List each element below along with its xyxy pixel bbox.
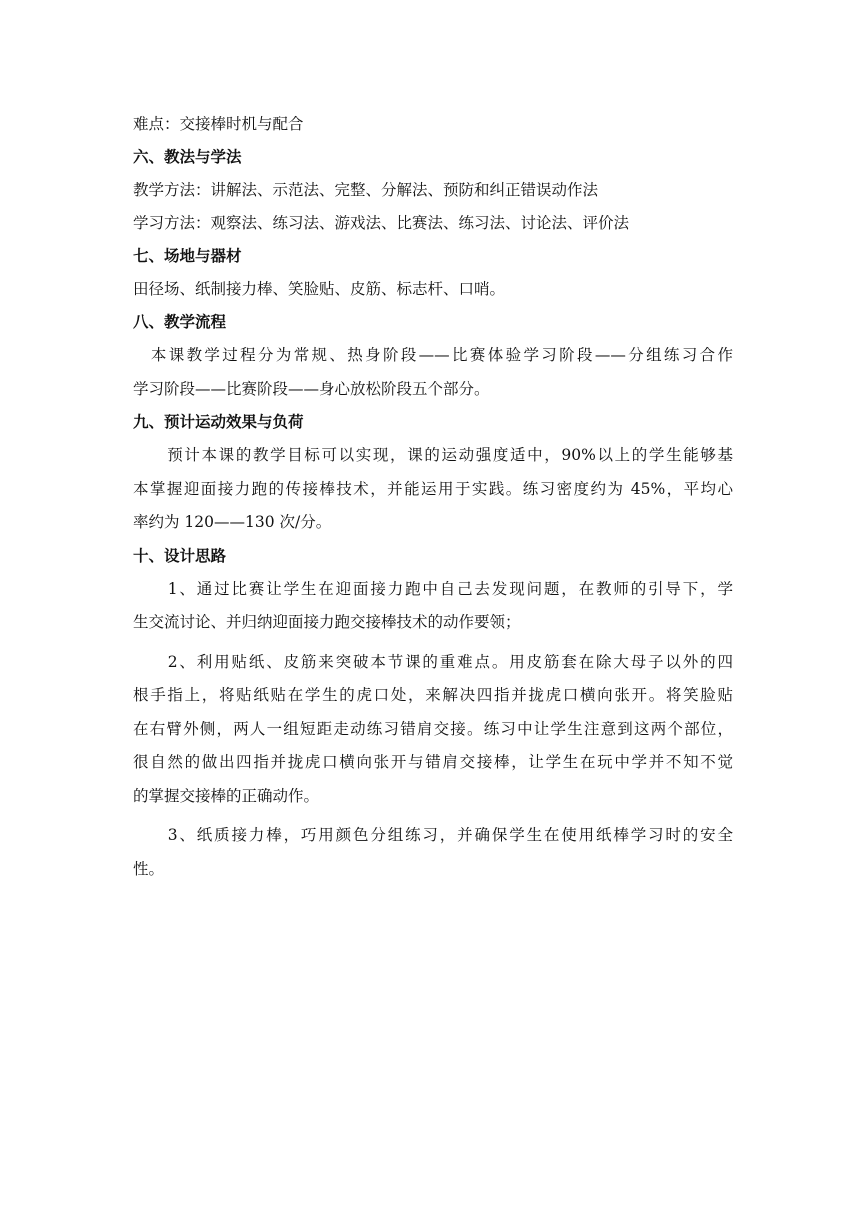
design-idea-paragraph-3 — [133, 819, 733, 886]
equipment-line: 田径场、纸制接力棒、笑脸贴、皮筋、标志杆、口哨。 — [133, 280, 506, 298]
section-7-heading: 七、场地与器材 — [133, 247, 242, 265]
paragraph-line: 本掌握迎面接力跑的传接棒技术，并能运用于实践。练习密度约为 45%，平均心 — [133, 479, 733, 498]
paragraph-line: 预计本课的教学目标可以实现，课的运动强度适中，90%以上的学生能够基 — [133, 446, 733, 464]
paragraph-line: 1、通过比赛让学生在迎面接力跑中自己去发现问题，在教师的引导下，学 — [133, 579, 733, 598]
teaching-methods-line: 教学方法：讲解法、示范法、完整、分解法、预防和纠正错误动作法 — [133, 181, 599, 199]
paragraph-line: 生交流讨论、并归纳迎面接力跑交接棒技术的动作要领； — [133, 613, 521, 631]
paragraph-line: 2、利用贴纸、皮筋来突破本节课的重难点。用皮筋套在除大母子以外的四 — [133, 652, 733, 671]
paragraph-line: 的掌握交接棒的正确动作。 — [133, 786, 320, 805]
paragraph-line: 根手指上，将贴纸贴在学生的虎口处，来解决四指并拢虎口横向张开。将笑脸贴 — [133, 686, 733, 704]
section-6-heading: 六、教法与学法 — [133, 148, 242, 166]
section-9-heading: 九、预计运动效果与负荷 — [133, 413, 304, 431]
paragraph-line: 本课教学过程分为常规、热身阶段——比赛体验学习阶段——分组练习合作 — [133, 346, 733, 364]
paragraph-line: 3、纸质接力棒，巧用颜色分组练习，并确保学生在使用纸棒学习时的安全 — [133, 826, 733, 844]
difficulty-line: 难点：交接棒时机与配合 — [133, 115, 304, 133]
expected-effect-paragraph — [133, 439, 733, 540]
document-page — [133, 108, 733, 886]
section-10-heading: 十、设计思路 — [133, 546, 227, 565]
design-idea-paragraph-1 — [133, 573, 733, 640]
paragraph-line: 很自然的做出四指并拢虎口横向张开与错肩交接棒，让学生在玩中学并不知不觉 — [133, 753, 733, 771]
teaching-flow-paragraph — [133, 339, 733, 406]
paragraph-line: 率约为 120——130 次/分。 — [133, 513, 332, 531]
learning-methods-line: 学习方法：观察法、练习法、游戏法、比赛法、练习法、讨论法、评价法 — [133, 214, 630, 232]
section-8-heading: 八、教学流程 — [133, 313, 227, 331]
paragraph-line: 学习阶段——比赛阶段——身心放松阶段五个部分。 — [133, 379, 490, 398]
paragraph-line: 性。 — [133, 859, 165, 878]
design-idea-paragraph-2 — [133, 646, 733, 814]
paragraph-line: 在右臂外侧，两人一组短距走动练习错肩交接。练习中让学生注意到这两个部位， — [133, 719, 733, 738]
